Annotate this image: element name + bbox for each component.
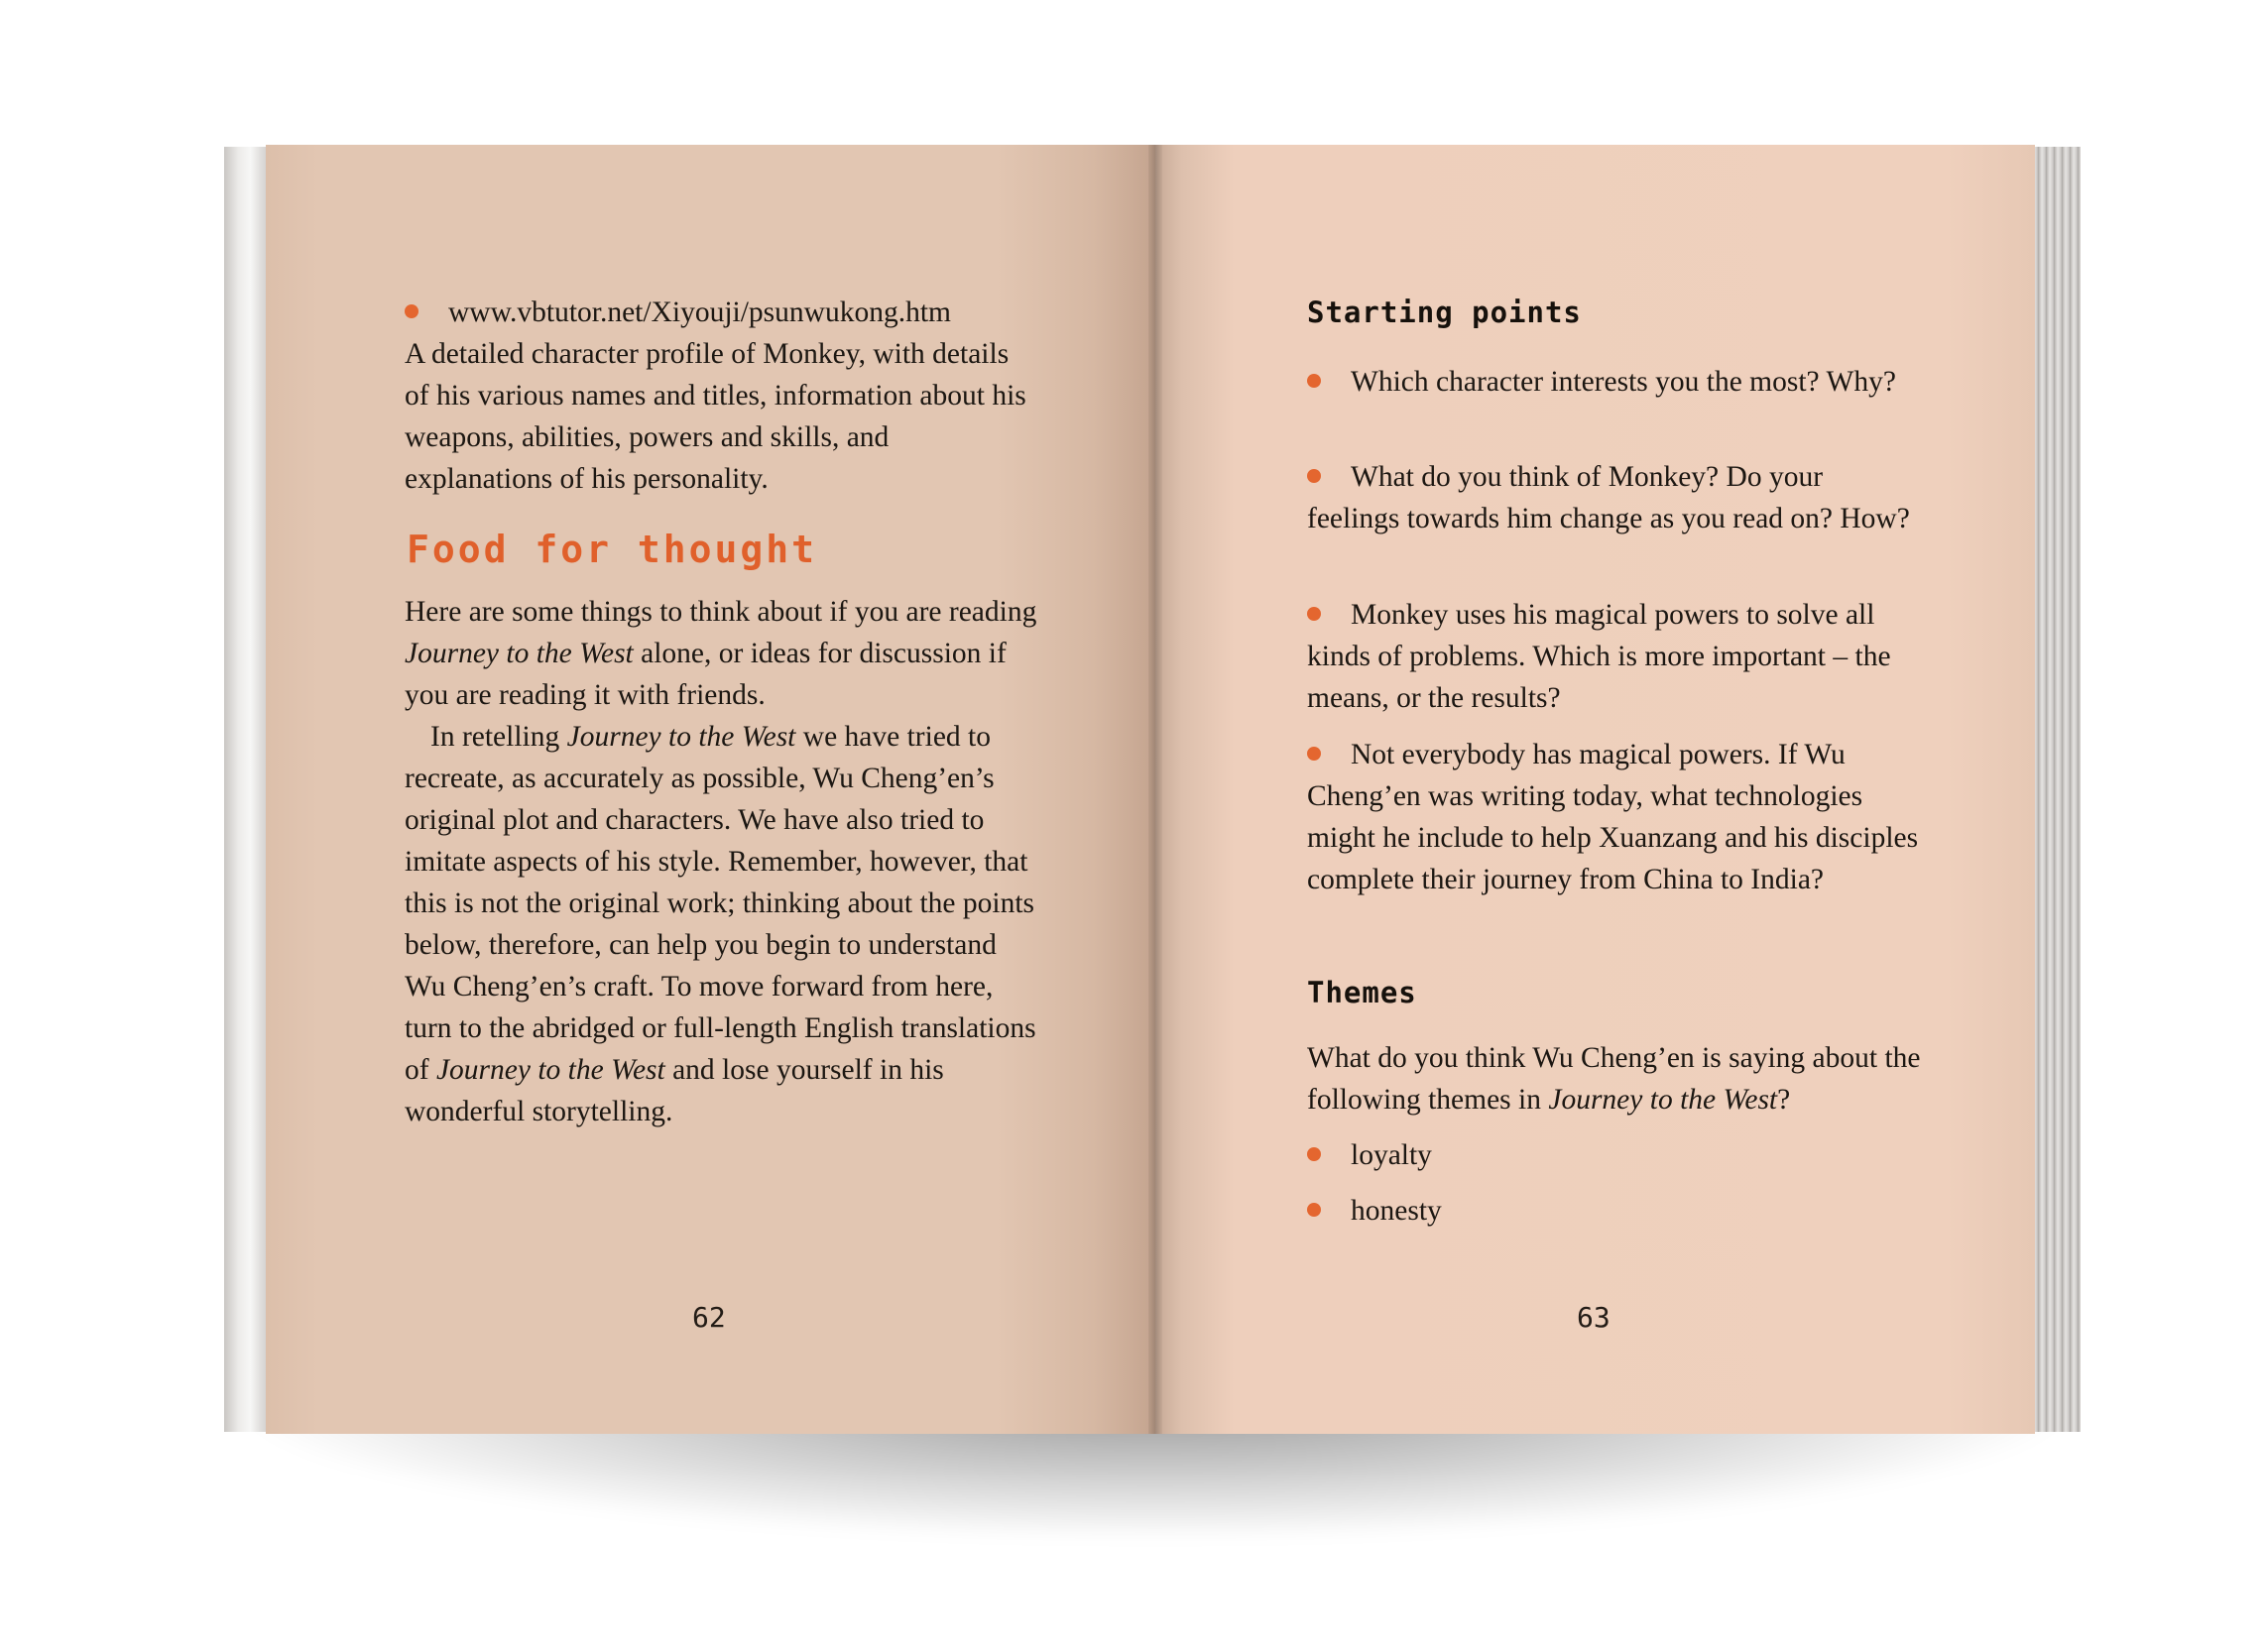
starting-point-item: [1307, 456, 1922, 539]
intro-text-b: alone, or ideas for discussion if you are reading it with friends.: [405, 638, 1007, 711]
book-spine: [1148, 145, 1162, 1434]
starting-point-item: [1307, 734, 1922, 900]
book-title-ref: Journey to the West: [435, 1054, 665, 1086]
starting-points-heading: Starting points: [1307, 295, 1582, 329]
bullet-icon: [1307, 747, 1321, 761]
bullet-icon: [1307, 469, 1321, 483]
themes-intro-end: ?: [1777, 1084, 1791, 1116]
starting-point-text: What do you think of Monkey? Do your feelings towards him change as you read on? How?: [1307, 461, 1910, 534]
book-title-ref: Journey to the West: [1548, 1084, 1778, 1116]
book-title-ref: Journey to the West: [566, 721, 796, 753]
intro-text-a: Here are some things to think about if you are reading: [405, 596, 1037, 628]
page-number-right: 63: [1577, 1301, 1611, 1334]
themes-heading: Themes: [1307, 976, 1417, 1009]
bullet-icon: [405, 304, 418, 318]
retelling-paragraph: [405, 716, 1039, 1132]
intro-paragraph: [405, 591, 1039, 716]
starting-point-text: Monkey uses his magical powers to solve all kinds of problems. Which is more important – the means, or the results?: [1307, 599, 1891, 714]
food-for-thought-heading: Food for thought: [407, 528, 818, 571]
bullet-icon: [1307, 1203, 1321, 1217]
starting-point-item: [1307, 361, 1922, 403]
theme-text: loyalty: [1351, 1139, 1432, 1171]
resource-entry: [405, 292, 1039, 500]
page-stack-left: [224, 147, 272, 1432]
page-number-left: 62: [692, 1301, 726, 1334]
themes-intro: [1307, 1037, 1922, 1121]
book-title-ref: Journey to the West: [405, 638, 634, 669]
food-for-thought-body: [405, 591, 1039, 1132]
page-stack-right: [2031, 147, 2081, 1432]
starting-point-text: Not everybody has magical powers. If Wu Cheng’en was writing today, what technologies might he include to help Xuanzang and his disciples complete their journey from China to India?: [1307, 739, 1919, 895]
retelling-text-c: and lose yourself in his wonderful storytelling.: [405, 1054, 944, 1127]
bullet-icon: [1307, 374, 1321, 388]
resource-url[interactable]: www.vbtutor.net/Xiyouji/psunwukong.htm: [448, 296, 951, 328]
retelling-text-b: we have tried to recreate, as accurately as possible, Wu Cheng’en’s original plot and characters. We have also tried to imitate aspects of his style. Remember, however, that this is not the original work; thinking about the points below, therefore, can help you begin to understand Wu Cheng’en’s craft. To move forward from here, turn to the abridged or full-length English translations of: [405, 721, 1036, 1086]
theme-item: [1307, 1134, 1922, 1176]
retelling-text-a: In retelling: [430, 721, 567, 753]
theme-text: honesty: [1351, 1195, 1442, 1227]
starting-point-item: [1307, 594, 1922, 719]
bullet-icon: [1307, 607, 1321, 621]
themes-intro-text: What do you think Wu Cheng’en is saying about the following themes in: [1307, 1042, 1921, 1116]
theme-item: [1307, 1190, 1922, 1232]
bullet-icon: [1307, 1147, 1321, 1161]
resource-url-line: [405, 292, 1039, 333]
resource-description: A detailed character profile of Monkey, with details of his various names and titles, information about his weapons, abilities, powers and skills, and explanations of his personality.: [405, 338, 1026, 495]
starting-point-text: Which character interests you the most? Why?: [1351, 366, 1896, 398]
